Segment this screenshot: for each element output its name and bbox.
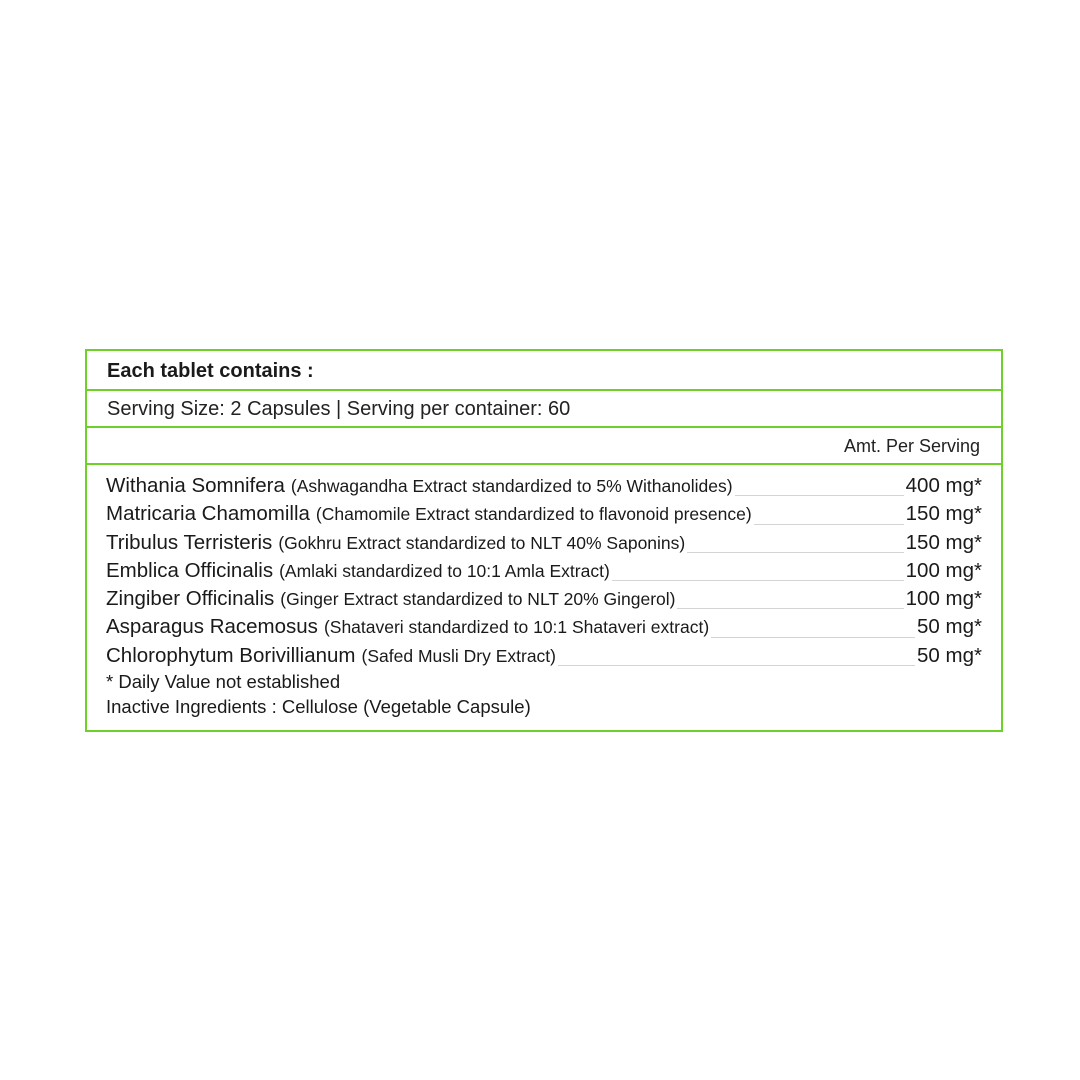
ingredient-row — [106, 531, 982, 559]
ingredient-amount: 100 mg* — [905, 558, 982, 582]
dotted-leader — [735, 495, 904, 496]
ingredient-description: (Safed Musli Dry Extract) — [361, 645, 556, 666]
dotted-leader — [711, 637, 915, 638]
ingredient-name: Matricaria Chamomilla — [106, 502, 310, 526]
ingredient-name: Zingiber Officinalis — [106, 587, 275, 611]
supplement-facts-panel — [85, 349, 1003, 732]
inactive-ingredients-note: Inactive Ingredients : Cellulose (Vegetable Capsule) — [106, 696, 531, 717]
amount-per-serving-header: Amt. Per Serving — [843, 436, 980, 456]
ingredient-description: (Gokhru Extract standardized to NLT 40% Saponins) — [278, 532, 686, 553]
daily-value-note: * Daily Value not established — [106, 671, 341, 692]
amount-header-row — [87, 428, 1001, 465]
serving-info: Serving Size: 2 Capsules | Serving per container: 60 — [107, 398, 571, 420]
ingredient-description: (Shataveri standardized to 10:1 Shataveri extract) — [323, 617, 710, 638]
panel-title: Each tablet contains : — [107, 360, 314, 382]
dotted-leader — [558, 665, 915, 666]
dotted-leader — [754, 524, 904, 525]
ingredient-name: Asparagus Racemosus — [106, 615, 318, 639]
ingredient-row — [106, 502, 982, 530]
ingredient-row — [106, 474, 982, 502]
ingredient-row — [106, 644, 982, 672]
ingredient-amount: 50 mg* — [917, 615, 982, 639]
ingredient-name: Emblica Officinalis — [106, 558, 274, 582]
dotted-leader — [677, 608, 903, 609]
ingredient-name: Chlorophytum Borivillianum — [106, 643, 356, 667]
ingredient-list — [106, 474, 982, 672]
serving-row — [87, 391, 1001, 428]
dotted-leader — [687, 552, 903, 553]
ingredient-amount: 50 mg* — [917, 643, 982, 667]
ingredient-amount: 400 mg* — [905, 474, 982, 497]
ingredient-amount: 150 mg* — [905, 530, 982, 554]
ingredient-description: (Ashwagandha Extract standardized to 5% Withanolides) — [290, 476, 733, 496]
ingredient-description: (Chamomile Extract standardized to flavonoid presence) — [315, 504, 752, 525]
ingredient-row — [106, 587, 982, 615]
ingredient-row — [106, 615, 982, 643]
title-row — [87, 351, 1001, 391]
ingredient-name: Tribulus Terristeris — [106, 530, 273, 554]
ingredient-name: Withania Somnifera — [106, 474, 285, 497]
ingredient-row — [106, 559, 982, 587]
ingredient-description: (Amlaki standardized to 10:1 Amla Extract) — [279, 560, 610, 581]
ingredient-description: (Ginger Extract standardized to NLT 20% Gingerol) — [280, 589, 676, 610]
ingredient-amount: 100 mg* — [905, 587, 982, 611]
dotted-leader — [612, 580, 904, 581]
ingredient-amount: 150 mg* — [905, 502, 982, 526]
